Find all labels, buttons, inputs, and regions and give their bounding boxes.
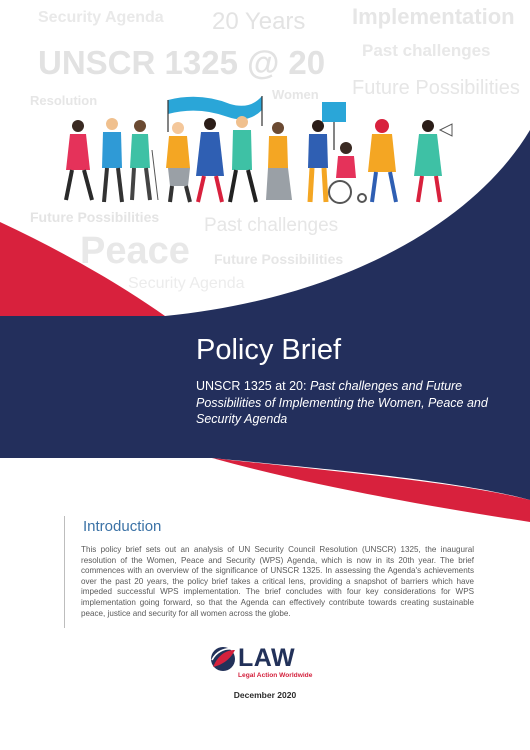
bg-word: Future Possibilities bbox=[352, 77, 520, 99]
bg-word: Women bbox=[272, 87, 319, 102]
intro-body: This policy brief sets out an analysis of UN Security Council Resolution (UNSCR) 1325, the inaugural resolution of the Women, Peace and Security (WPS) Agenda, which is now in its 20th year. The brief commences with an overview of the significance of UNSCR 1325. In assessing the Agenda's achievements over the past 20 years, the policy brief takes a critical lens, providing a snapshot of barriers which have impeded successful WPS implementation. The brief concludes with four key considerations for WPS implementation going forward, so that the Agenda can effectively contribute towards creating sustainable peace, justice and security for all women across the globe. bbox=[81, 545, 474, 618]
logo-wordmark: LAW bbox=[238, 644, 296, 672]
subtitle-italic: Past challenges and Future Possibilities of Implementing the Women, Peace and Security Agenda bbox=[196, 379, 488, 426]
red-wedge-left bbox=[0, 222, 165, 316]
banner bbox=[168, 96, 262, 119]
bg-word: Security Agenda bbox=[38, 9, 164, 26]
bg-word: Implementation bbox=[352, 4, 515, 29]
cover-subtitle bbox=[196, 378, 496, 428]
bg-word: Past challenges bbox=[362, 41, 491, 60]
megaphone bbox=[440, 124, 452, 136]
intro-divider bbox=[64, 516, 65, 628]
bg-word: UNSCR 1325 @ 20 bbox=[38, 44, 326, 81]
bg-word: Peace bbox=[80, 230, 190, 272]
bg-word: Security Agenda bbox=[128, 275, 245, 292]
cover-title: Policy Brief bbox=[196, 334, 342, 366]
placard bbox=[322, 102, 346, 122]
publication-date: December 2020 bbox=[233, 690, 297, 700]
bg-word: Resolution bbox=[30, 93, 98, 108]
bg-word: Future Possibilities bbox=[30, 209, 160, 225]
intro-heading: Introduction bbox=[83, 518, 162, 535]
law-logo bbox=[209, 646, 329, 682]
bg-word: 20 Years bbox=[212, 8, 306, 35]
subtitle-plain: UNSCR 1325 at 20: bbox=[196, 379, 310, 393]
logo-tagline: Legal Action Worldwide bbox=[238, 672, 313, 679]
bg-word: Future Possibilities bbox=[214, 251, 344, 267]
marchers-illustration bbox=[66, 96, 452, 203]
bg-word: Past challenges bbox=[204, 215, 339, 236]
